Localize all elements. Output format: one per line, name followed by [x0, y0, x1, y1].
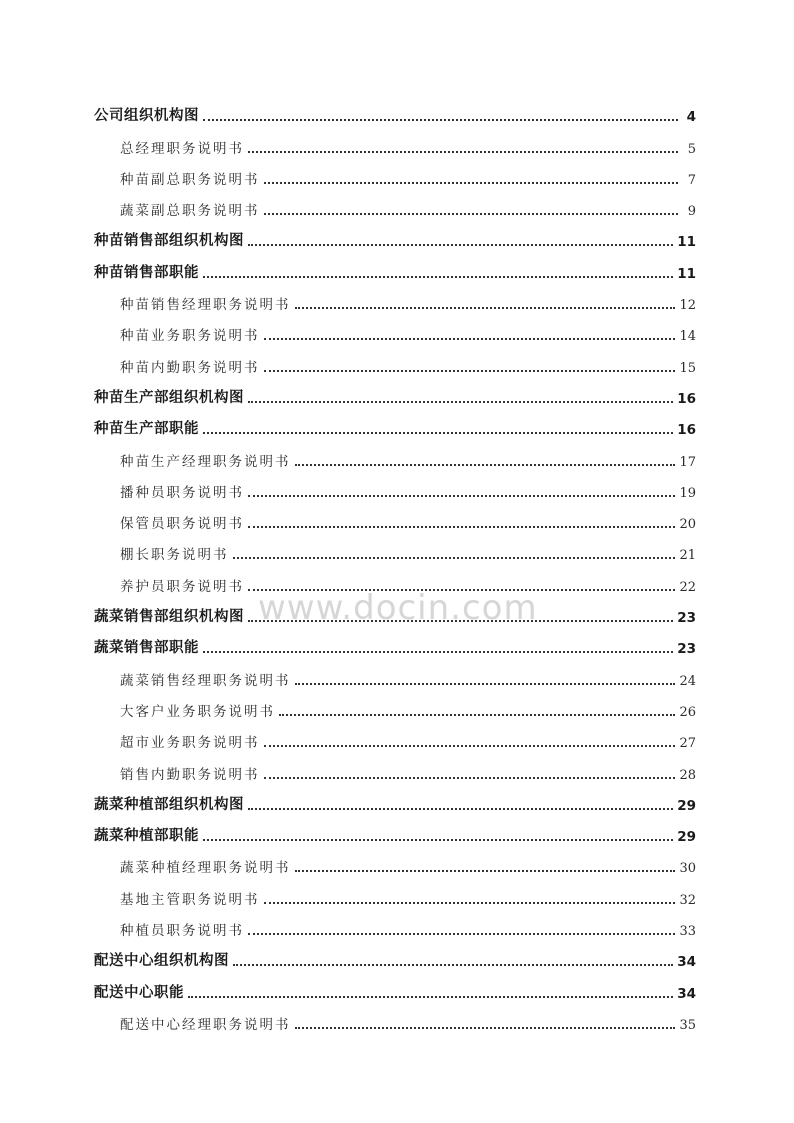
toc-subsection-entry[interactable] [94, 724, 696, 755]
toc-section-entry[interactable] [94, 223, 696, 254]
toc-dot-leader [188, 996, 673, 998]
toc-dot-leader [295, 683, 676, 685]
toc-dot-leader [264, 745, 676, 747]
toc-section-entry[interactable] [94, 380, 696, 411]
toc-entry-title: 蔬菜销售部职能 [94, 640, 199, 657]
toc-entry-title: 种苗内勤职务说明书 [120, 359, 260, 376]
toc-subsection-entry[interactable] [94, 442, 696, 473]
toc-entry-title: 种苗生产部职能 [94, 421, 199, 438]
toc-dot-leader [203, 839, 673, 841]
toc-subsection-entry[interactable] [94, 192, 696, 223]
toc-entry-title: 播种员职务说明书 [120, 484, 244, 501]
toc-page-number: 5 [687, 141, 696, 157]
toc-entry-title: 种苗销售部组织机构图 [94, 233, 244, 250]
toc-entry-title: 种苗业务职务说明书 [120, 328, 260, 345]
toc-dot-leader [295, 870, 676, 872]
toc-section-entry[interactable] [94, 974, 696, 1005]
toc-entry-title: 配送中心经理职务说明书 [120, 1016, 291, 1033]
toc-page-number: 16 [677, 422, 696, 439]
toc-page-number: 34 [677, 985, 696, 1002]
toc-dot-leader [279, 714, 675, 716]
toc-entry-title: 销售内勤职务说明书 [120, 766, 260, 783]
toc-entry-title: 蔬菜种植部组织机构图 [94, 796, 244, 813]
toc-dot-leader [264, 902, 676, 904]
toc-section-entry[interactable] [94, 818, 696, 849]
toc-entry-title: 保管员职务说明书 [120, 516, 244, 533]
toc-section-entry[interactable] [94, 411, 696, 442]
toc-page-number: 22 [679, 579, 696, 595]
toc-page-number: 17 [679, 454, 696, 470]
toc-entry-title: 超市业务职务说明书 [120, 735, 260, 752]
toc-page-number: 11 [677, 265, 696, 282]
toc-page-number: 16 [677, 390, 696, 407]
toc-page-number: 12 [679, 298, 696, 314]
toc-dot-leader [233, 964, 673, 966]
toc-section-entry[interactable] [94, 787, 696, 818]
toc-entry-title: 种苗销售经理职务说明书 [120, 297, 291, 314]
toc-entry-title: 蔬菜种植经理职务说明书 [120, 860, 291, 877]
toc-subsection-entry[interactable] [94, 755, 696, 786]
toc-entry-title: 蔬菜销售部组织机构图 [94, 609, 244, 626]
toc-page-number: 34 [677, 954, 696, 971]
toc-subsection-entry[interactable] [94, 1006, 696, 1037]
toc-subsection-entry[interactable] [94, 317, 696, 348]
toc-page-number: 14 [679, 329, 696, 345]
toc-page-number: 23 [677, 610, 696, 627]
toc-page-number: 20 [679, 517, 696, 533]
toc-dot-leader [295, 307, 676, 309]
toc-page-number: 33 [679, 924, 696, 940]
toc-page-number: 24 [679, 673, 696, 689]
toc-section-entry[interactable] [94, 254, 696, 285]
toc-dot-leader [295, 1027, 676, 1029]
table-of-contents [94, 98, 696, 1037]
toc-dot-leader [248, 151, 678, 153]
toc-dot-leader [203, 276, 673, 278]
toc-dot-leader [248, 526, 675, 528]
toc-page-number: 19 [679, 485, 696, 501]
toc-page-number: 11 [677, 234, 696, 251]
toc-section-entry[interactable] [94, 943, 696, 974]
toc-entry-title: 种苗生产部组织机构图 [94, 389, 244, 406]
toc-entry-title: 棚长职务说明书 [120, 547, 229, 564]
toc-dot-leader [248, 495, 675, 497]
toc-dot-leader [295, 464, 676, 466]
toc-entry-title: 养护员职务说明书 [120, 578, 244, 595]
toc-page-number: 32 [679, 892, 696, 908]
toc-page-number: 30 [679, 861, 696, 877]
toc-subsection-entry[interactable] [94, 505, 696, 536]
toc-entry-title: 种苗副总职务说明书 [120, 171, 260, 188]
toc-dot-leader [264, 182, 679, 184]
toc-page-number: 23 [677, 641, 696, 658]
toc-entry-title: 基地主管职务说明书 [120, 891, 260, 908]
toc-subsection-entry[interactable] [94, 849, 696, 880]
toc-entry-title: 配送中心组织机构图 [94, 953, 229, 970]
toc-page-number: 15 [679, 360, 696, 376]
toc-subsection-entry[interactable] [94, 474, 696, 505]
toc-subsection-entry[interactable] [94, 661, 696, 692]
toc-entry-title: 蔬菜种植部职能 [94, 828, 199, 845]
toc-page-number: 21 [679, 548, 696, 564]
toc-dot-leader [264, 777, 676, 779]
toc-dot-leader [264, 338, 676, 340]
toc-section-entry[interactable] [94, 630, 696, 661]
toc-entry-title: 蔬菜销售经理职务说明书 [120, 672, 291, 689]
toc-page-number: 26 [679, 704, 696, 720]
toc-dot-leader [264, 213, 679, 215]
toc-subsection-entry[interactable] [94, 536, 696, 567]
toc-dot-leader [248, 933, 675, 935]
toc-entry-title: 总经理职务说明书 [120, 140, 244, 157]
toc-entry-title: 种苗生产经理职务说明书 [120, 453, 291, 470]
toc-entry-title: 种苗销售部职能 [94, 264, 199, 281]
toc-subsection-entry[interactable] [94, 348, 696, 379]
toc-entry-title: 蔬菜副总职务说明书 [120, 203, 260, 220]
toc-dot-leader [248, 244, 673, 246]
toc-page-number: 35 [679, 1017, 696, 1033]
toc-section-entry[interactable] [94, 98, 696, 129]
toc-entry-title: 配送中心职能 [94, 984, 184, 1001]
toc-page-number: 29 [677, 829, 696, 846]
toc-page-number: 29 [677, 797, 696, 814]
toc-dot-leader [203, 432, 673, 434]
toc-dot-leader [203, 651, 673, 653]
toc-dot-leader [248, 808, 673, 810]
toc-subsection-entry[interactable] [94, 912, 696, 943]
toc-page-number: 7 [687, 172, 696, 188]
toc-page-number: 28 [679, 767, 696, 783]
toc-subsection-entry[interactable] [94, 693, 696, 724]
toc-dot-leader [203, 119, 678, 121]
toc-page-number: 4 [686, 109, 696, 126]
watermark: www.docin.com [258, 588, 538, 628]
toc-entry-title: 公司组织机构图 [94, 108, 199, 125]
toc-page-number: 27 [679, 736, 696, 752]
toc-subsection-entry[interactable] [94, 286, 696, 317]
toc-entry-title: 种植员职务说明书 [120, 923, 244, 940]
toc-subsection-entry[interactable] [94, 880, 696, 911]
toc-dot-leader [233, 557, 676, 559]
toc-dot-leader [264, 370, 676, 372]
toc-dot-leader [248, 401, 673, 403]
toc-entry-title: 大客户业务职务说明书 [120, 703, 275, 720]
toc-subsection-entry[interactable] [94, 161, 696, 192]
toc-subsection-entry[interactable] [94, 129, 696, 160]
toc-page-number: 9 [687, 204, 696, 220]
